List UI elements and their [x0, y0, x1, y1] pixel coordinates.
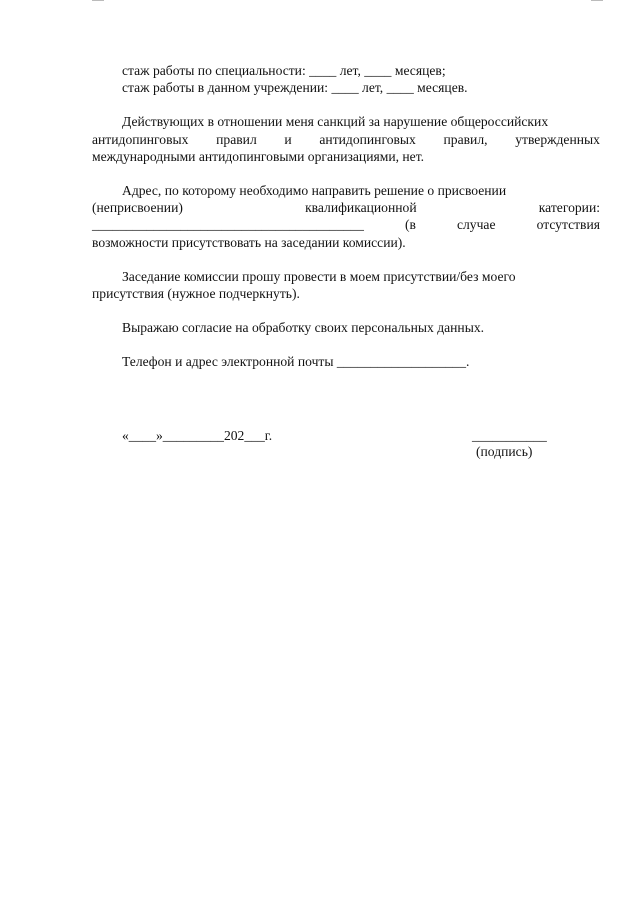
date-field: «____»_________202___г. [122, 428, 273, 443]
word: антидопинговых [319, 131, 416, 147]
signature-caption: (подпись) [476, 444, 533, 459]
word: антидопинговых [92, 131, 189, 147]
address-line-4: возможности присутствовать на заседании комиссии). [92, 234, 406, 250]
address-blank: ________________________________________ [92, 217, 364, 233]
scan-mark [92, 0, 104, 1]
word: правил [216, 131, 257, 147]
word: правил, [443, 131, 488, 147]
scan-mark [591, 0, 603, 1]
word: категории: [538, 200, 600, 216]
meeting-line-1: Заседание комиссии прошу провести в моем присутствии/без моего [122, 268, 516, 284]
meeting-line-2: присутствия (нужное подчеркнуть). [92, 286, 300, 302]
sanctions-line-3: международными антидопинговыми организациями, нет. [92, 148, 425, 164]
experience-institution: стаж работы в данном учреждении: ____ лет, ____ месяцев. [122, 80, 468, 96]
word: отсутствия [536, 217, 600, 233]
word: и [284, 131, 292, 147]
document-body [92, 62, 600, 371]
word: случае [456, 217, 496, 233]
contact-field: Телефон и адрес электронной почты ___________________. [122, 354, 470, 370]
address-line-1: Адрес, по которому необходимо направить решение о присвоении [122, 183, 507, 199]
address-line-3 [92, 216, 600, 233]
word: квалификационной [305, 200, 417, 216]
sanctions-line-1: Действующих в отношении меня санкций за нарушение общероссийских [122, 114, 549, 130]
sanctions-line-2 [92, 131, 600, 148]
signature-line: ___________ [472, 428, 547, 443]
word: утвержденных [515, 131, 600, 147]
word: (в [404, 217, 416, 233]
consent-statement: Выражаю согласие на обработку своих персональных данных. [122, 320, 485, 336]
experience-specialty: стаж работы по специальности: ____ лет, ____ месяцев; [122, 63, 446, 78]
address-line-2 [92, 199, 600, 216]
word: (неприсвоении) [92, 200, 183, 216]
